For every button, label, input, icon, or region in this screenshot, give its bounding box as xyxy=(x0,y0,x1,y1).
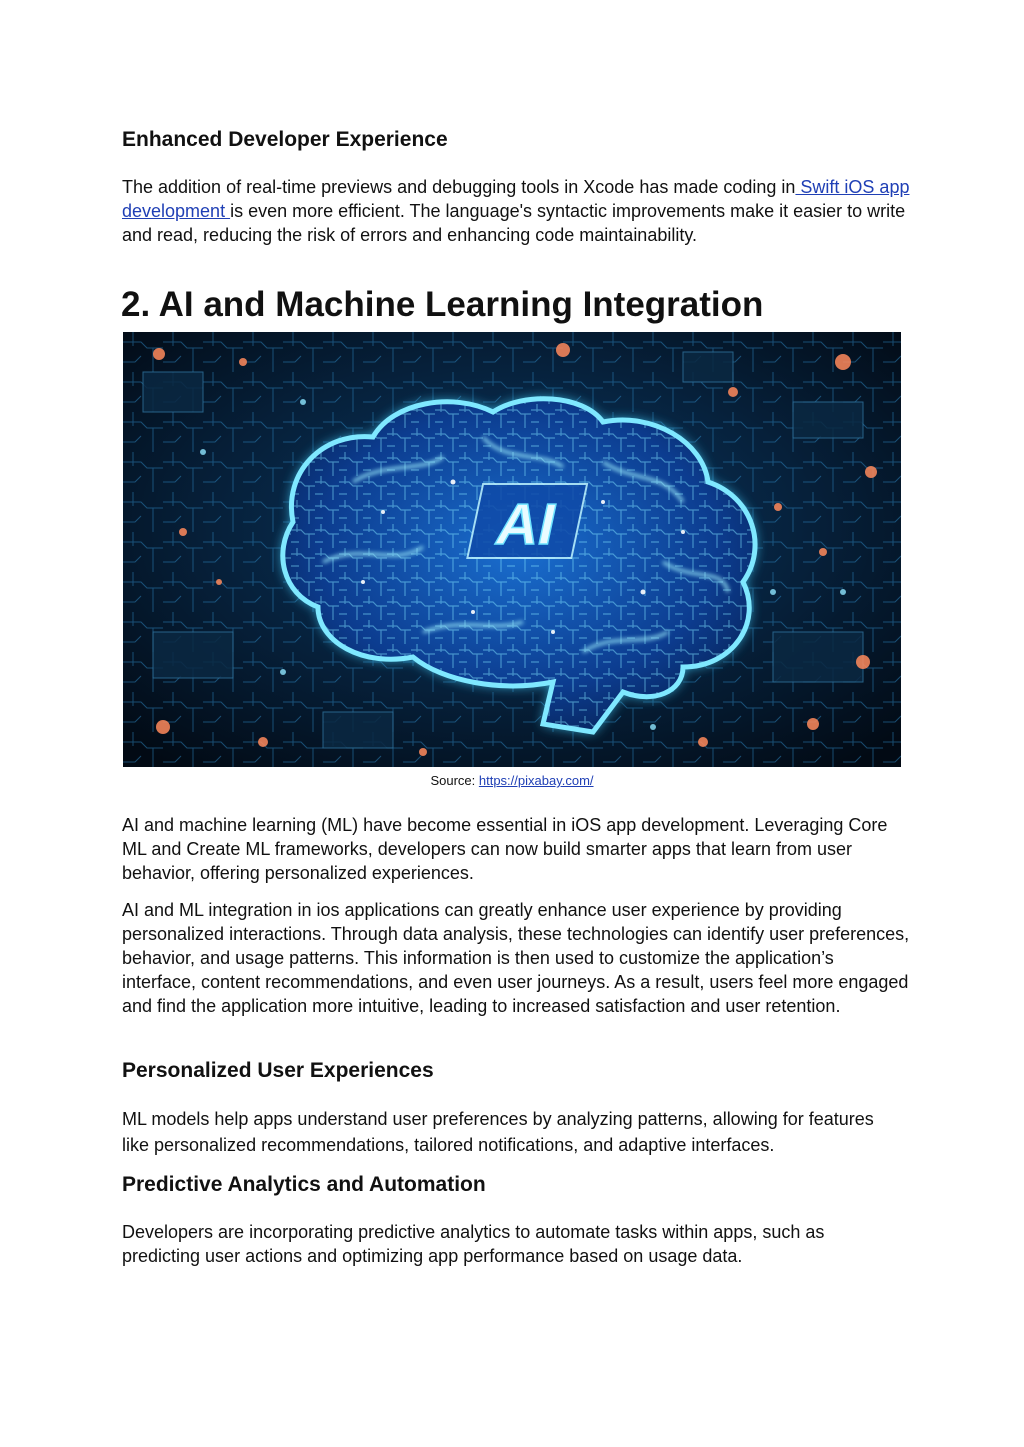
predictive-analytics-paragraph: Developers are incorporating predictive analytics to automate tasks within apps, such as predicting user actions and optimizing app performance based on usage data. xyxy=(122,1222,825,1266)
ai-ml-integration-heading: 2. AI and Machine Learning Integration xyxy=(121,285,764,324)
ai-brain-illustration xyxy=(123,332,901,767)
personalized-user-experiences-heading: Personalized User Experiences xyxy=(122,1059,434,1082)
caption-prefix: Source: xyxy=(430,773,479,788)
predictive-analytics-heading: Predictive Analytics and Automation xyxy=(122,1173,486,1196)
paragraph-text-before-link: The addition of real-time previews and debugging tools in Xcode has made coding in xyxy=(122,177,796,197)
ai-image-label: AI xyxy=(490,492,563,557)
personalized-user-experiences-paragraph: ML models help apps understand user preferences by analyzing patterns, allowing for features like personalized recommendations, tailored notifications, and adaptive interfaces. xyxy=(122,1109,874,1155)
pixabay-source-link[interactable]: https://pixabay.com/ xyxy=(478,773,594,788)
ai-ml-benefits-paragraph: AI and ML integration in ios applications can greatly enhance user experience by providing personalized interactions. Through data analysis, these technologies can identify user preferences, behavior, and usage patterns. This information is then used to customize the application’s interface, content recommendations, and even user journeys. As a result, users feel more engaged and find the application more intuitive, leading to increased satisfaction and user retention. xyxy=(122,900,910,1016)
ai-brain-circuit-image xyxy=(123,332,901,767)
ai-ml-intro-paragraph: AI and machine learning (ML) have become essential in iOS app development. Leveraging Core ML and Create ML frameworks, developers can now build smarter apps that learn from user behavior, offering personalized experiences. xyxy=(122,815,888,883)
enhanced-developer-experience-heading: Enhanced Developer Experience xyxy=(122,128,448,151)
swift-ios-app-development-link[interactable]: Swift iOS app development xyxy=(122,177,910,221)
enhanced-developer-experience-paragraph xyxy=(122,175,912,247)
image-source-caption xyxy=(0,772,1024,790)
paragraph-text-after-link: is even more efficient. The language's syntactic improvements make it easier to write and read, reducing the risk of errors and enhancing code maintainability. xyxy=(122,201,906,245)
